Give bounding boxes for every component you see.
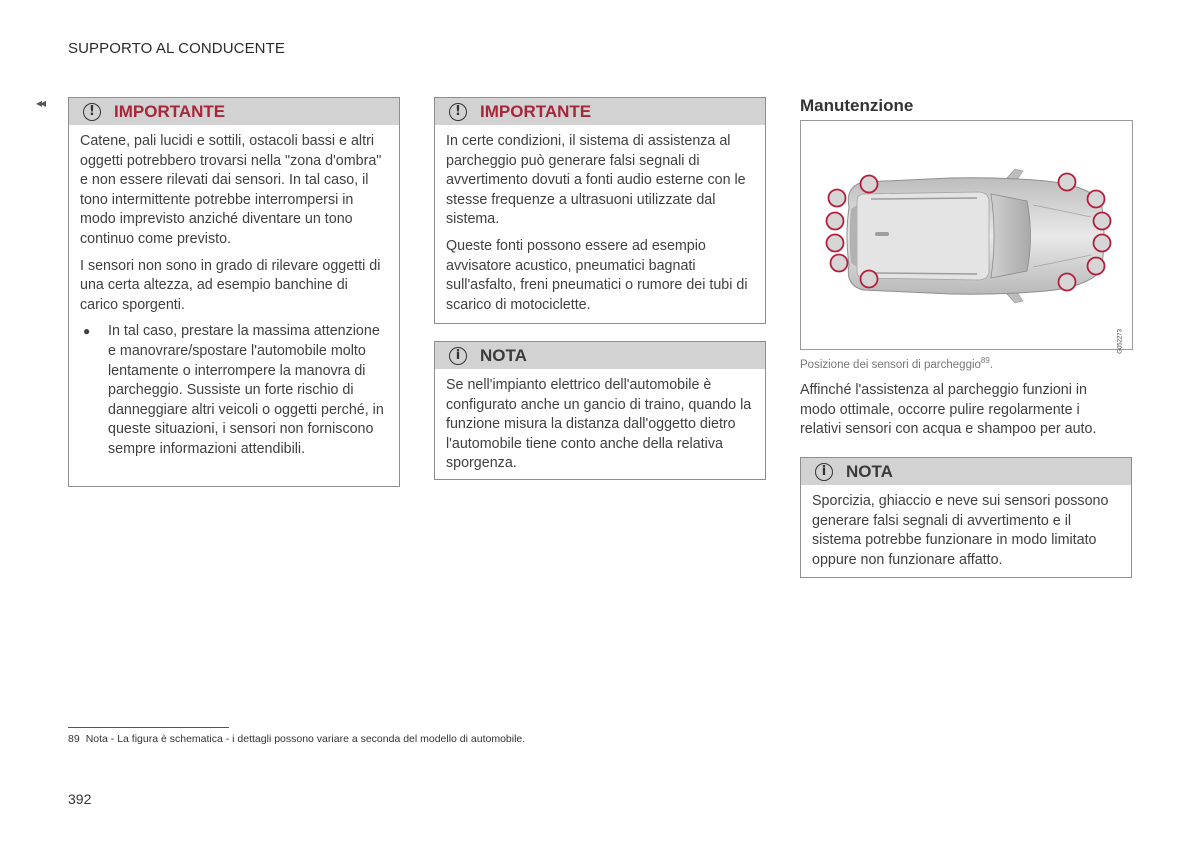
exclamation-circle-icon: !: [449, 103, 467, 121]
paragraph: I sensori non sono in grado di rilevare oggetti di una certa altezza, ad esempio banchine di carico sporgenti.: [80, 257, 381, 313]
footnote-reference: 89: [980, 356, 990, 365]
footnote-number: 89: [68, 733, 80, 745]
footnote-text: Nota - La figura è schematica - i dettagli possono variare a seconda del modello di automobile.: [85, 733, 526, 745]
caption-text: Posizione dei sensori di parcheggio: [800, 358, 981, 371]
maintenance-paragraph: Affinché l'assistenza al parcheggio funzioni in modo ottimale, occorre pulire regolarmente i relativi sensori con acqua e shampoo per auto.: [800, 382, 1097, 438]
note-box-middle: [434, 341, 766, 480]
important-box-body: [69, 125, 399, 470]
bullet-text: In tal caso, prestare la massima attenzione e manovrare/spostare l'automobile molto lentamente o interrompere la manovra di parcheggio. Sussiste un forte rischio di danneggiare altri veicoli o oggetti perché, in queste situazioni, i sensori non forniscono sempre informazioni attendibili.: [108, 323, 384, 457]
info-circle-icon: i: [449, 347, 467, 365]
important-title: IMPORTANTE: [114, 101, 226, 121]
paragraph: Catene, pali lucidi e sottili, ostacoli bassi e altri oggetti potrebbero trovarsi nella "zona d'ombra" e non essere rilevati dai sensori. In tal caso, il tono intermittente potrebbe interrompersi in modo imprevisto anziché diventare un tono continuo come previsto.: [80, 133, 382, 247]
note-box-header: [435, 342, 765, 369]
important-title: IMPORTANTE: [480, 101, 592, 121]
note-title: NOTA: [846, 461, 893, 481]
car-top-view-illustration: [801, 121, 1134, 351]
paragraph: Sporcizia, ghiaccio e neve sui sensori possono generare falsi segnali di avvertimento e il sistema potrebbe funzionare in modo limitato oppure non funzionare affatto.: [812, 493, 1109, 568]
exclamation-circle-icon: !: [83, 103, 101, 121]
important-box-left: [68, 97, 400, 487]
paragraph: In certe condizioni, il sistema di assistenza al parcheggio può generare falsi segnali di avvertimento dovuti a fonti audio esterne con le stesse frequenze a ultrasuoni utilizzate dal sistema.: [446, 133, 746, 228]
paragraph: Queste fonti possono essere ad esempio avvisatore acustico, pneumatici bagnati sull'asfalto, freni pneumatici o rumore dei tubi di scarico di motociclette.: [446, 237, 748, 313]
note-box-body: [435, 369, 765, 484]
note-box-right: [800, 457, 1132, 578]
important-box-middle: [434, 97, 766, 324]
running-title: SUPPORTO AL CONDUCENTE: [68, 40, 285, 57]
caption-end: .: [989, 358, 994, 371]
figure-code: G052273: [1118, 329, 1124, 354]
note-box-header: [801, 458, 1131, 485]
paragraph: Se nell'impianto elettrico dell'automobile è configurato anche un gancio di traino, quando la funzione misura la distanza dall'oggetto dietro l'automobile tiene conto anche della relativa sporgenza.: [446, 377, 752, 472]
important-box-header: [69, 98, 399, 125]
sensor-figure: [800, 120, 1133, 354]
note-box-body: [801, 485, 1131, 580]
list-item: [80, 322, 388, 459]
info-circle-icon: i: [815, 463, 833, 481]
bullet-icon: ●: [83, 324, 91, 339]
page-number: 392: [68, 791, 92, 807]
figure-caption: [800, 356, 993, 371]
note-title: NOTA: [480, 345, 527, 365]
footnote-rule: [68, 727, 229, 728]
important-box-header: [435, 98, 765, 125]
section-heading: Manutenzione: [800, 96, 914, 115]
footnote: [68, 733, 525, 745]
continued-marker: ◂◂: [36, 96, 45, 110]
important-box-body: [435, 125, 765, 325]
